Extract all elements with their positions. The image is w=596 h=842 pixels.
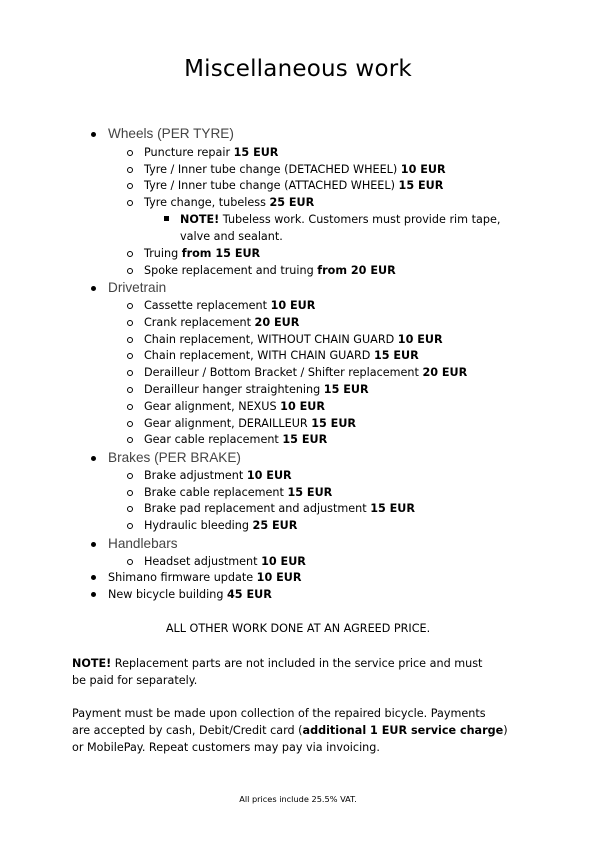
list-item: New bicycle building 45 EUR: [108, 588, 272, 601]
section-heading-drivetrain: Drivetrain: [108, 280, 167, 295]
list-item: Headset adjustment 10 EUR: [144, 555, 306, 568]
bullet-circle: [127, 421, 133, 427]
bullet-circle: [127, 150, 133, 156]
bullet-circle: [127, 167, 133, 173]
page-title: Miscellaneous work: [184, 56, 412, 82]
note-line: valve and sealant.: [180, 230, 283, 243]
list-item: Truing from 15 EUR: [144, 247, 261, 260]
bullet-circle: [127, 523, 133, 529]
bullet-circle: [127, 268, 133, 274]
list-item: Brake adjustment 10 EUR: [144, 469, 292, 482]
bullet-disc: [91, 575, 96, 580]
list-item: Gear alignment, NEXUS 10 EUR: [144, 400, 325, 413]
bullet-circle: [127, 490, 133, 496]
bullet-circle: [127, 506, 133, 512]
bullet-circle: [127, 320, 133, 326]
section-heading-brakes: Brakes (PER BRAKE): [108, 450, 241, 465]
list-item: Tyre change, tubeless 25 EUR: [144, 196, 315, 209]
list-item: Gear cable replacement 15 EUR: [144, 433, 328, 446]
list-item: Chain replacement, WITH CHAIN GUARD 15 EUR: [144, 349, 419, 362]
list-item: Gear alignment, DERAILLEUR 15 EUR: [144, 417, 357, 430]
note-paragraph: NOTE! Replacement parts are not included in the service price and must be paid for separately.: [72, 657, 483, 687]
bullet-circle: [127, 437, 133, 443]
bullet-circle: [127, 404, 133, 410]
payment-paragraph: Payment must be made upon collection of the repaired bicycle. Payments are accepted by cash, Debit/Credit card (additional 1 EUR service charge) or MobilePay. Repeat customers may pay via invoicing.: [72, 707, 508, 754]
bullet-disc: [91, 542, 96, 547]
note-line: NOTE! Tubeless work. Customers must provide rim tape,: [180, 213, 501, 226]
list-item: Derailleur hanger straightening 15 EUR: [144, 383, 369, 396]
section-heading-handlebars: Handlebars: [108, 536, 178, 551]
bullet-disc: [91, 456, 96, 461]
bullet-circle: [127, 473, 133, 479]
bullet-circle: [127, 183, 133, 189]
section-heading-wheels: Wheels (PER TYRE): [108, 126, 234, 141]
bullet-circle: [127, 387, 133, 393]
list-item: Tyre / Inner tube change (DETACHED WHEEL) 10 EUR: [144, 163, 446, 176]
list-item: Brake cable replacement 15 EUR: [144, 486, 333, 499]
list-item: Tyre / Inner tube change (ATTACHED WHEEL) 15 EUR: [144, 179, 444, 192]
bullet-circle: [127, 200, 133, 206]
list-item: Brake pad replacement and adjustment 15 EUR: [144, 502, 416, 515]
list-item: Puncture repair 15 EUR: [144, 146, 279, 159]
bullet-disc: [91, 592, 96, 597]
bullet-circle: [127, 303, 133, 309]
bullet-circle: [127, 251, 133, 257]
bullet-circle: [127, 370, 133, 376]
list-item: Hydraulic bleeding 25 EUR: [144, 519, 298, 532]
bullet-circle: [127, 353, 133, 359]
list-item: Derailleur / Bottom Bracket / Shifter replacement 20 EUR: [144, 366, 468, 379]
bullet-square: [164, 216, 169, 221]
agreed-price-note: ALL OTHER WORK DONE AT AN AGREED PRICE.: [165, 622, 431, 635]
list-item: Shimano firmware update 10 EUR: [108, 571, 302, 584]
list-item: Crank replacement 20 EUR: [144, 316, 300, 329]
list-item: Chain replacement, WITHOUT CHAIN GUARD 10 EUR: [144, 333, 443, 346]
bullet-disc: [91, 286, 96, 291]
bullet-circle: [127, 337, 133, 343]
bullet-circle: [127, 559, 133, 565]
bullet-disc: [91, 132, 96, 137]
list-item: Spoke replacement and truing from 20 EUR: [144, 264, 396, 277]
list-item: Cassette replacement 10 EUR: [144, 299, 316, 312]
vat-footer: All prices include 25.5% VAT.: [239, 794, 357, 804]
